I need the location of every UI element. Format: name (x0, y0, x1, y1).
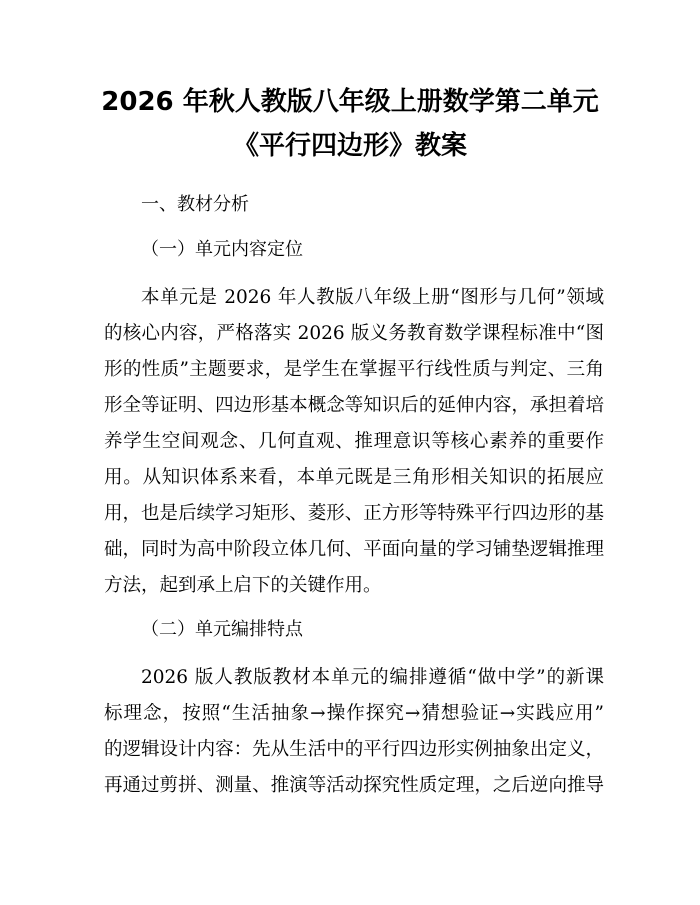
document-title-line-1: 2026 年秋人教版八年级上册数学第二单元 (101, 87, 599, 117)
paragraph-line: 础，同时为高中阶段立体几何、平面向量的学习铺垫逻辑推理 (104, 539, 604, 560)
paragraph-line: 2026 版人教版教材本单元的编排遵循“做中学”的新课 (141, 667, 604, 688)
subsection-heading-unit-arrangement: （二）单元编排特点 (141, 619, 303, 640)
paragraph-line: 再通过剪拼、测量、推演等活动探究性质定理，之后逆向推导 (104, 775, 604, 796)
paragraph-unit-arrangement (104, 660, 604, 804)
subsection-heading-unit-positioning: （一）单元内容定位 (141, 239, 303, 260)
paragraph-line: 用。从知识体系来看，本单元既是三角形相关知识的拓展应 (104, 467, 604, 488)
paragraph-line: 形的性质”主题要求，是学生在掌握平行线性质与判定、三角 (104, 359, 604, 380)
paragraph-line: 的核心内容，严格落实 2026 版义务教育数学课程标准中“图 (104, 323, 604, 344)
document-title-line-2: 《平行四边形》教案 (232, 131, 467, 161)
paragraph-unit-positioning (104, 280, 604, 604)
section-heading-textbook-analysis: 一、教材分析 (141, 194, 249, 215)
paragraph-line: 用，也是后续学习矩形、菱形、正方形等特殊平行四边形的基 (104, 503, 604, 524)
paragraph-line: 标理念，按照“生活抽象→操作探究→猜想验证→实践应用” (104, 703, 604, 724)
paragraph-line: 养学生空间观念、几何直观、推理意识等核心素养的重要作 (104, 431, 604, 452)
paragraph-line: 方法，起到承上启下的关键作用。 (104, 575, 382, 596)
paragraph-line: 本单元是 2026 年人教版八年级上册“图形与几何”领域 (141, 287, 604, 308)
paragraph-line: 形全等证明、四边形基本概念等知识后的延伸内容，承担着培 (104, 395, 604, 416)
paragraph-line: 的逻辑设计内容：先从生活中的平行四边形实例抽象出定义， (104, 739, 604, 760)
